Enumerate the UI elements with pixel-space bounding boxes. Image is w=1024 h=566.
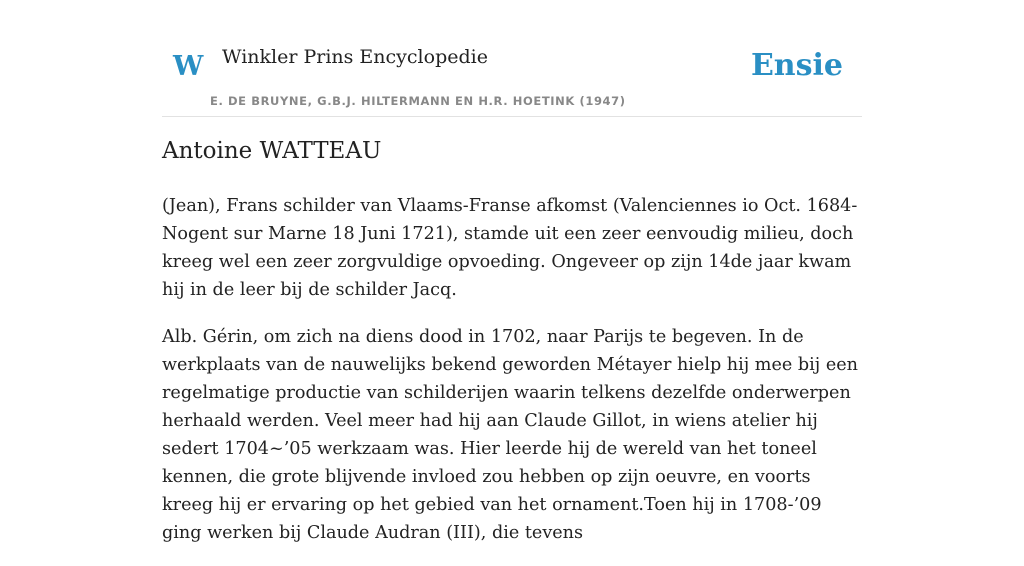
ensie-logo[interactable]: Ensie: [750, 48, 843, 83]
article-paragraph: (Jean), Frans schilder van Vlaams-Franse afkomst (Valenciennes io Oct. 1684-Nogent sur Marne 18 Juni 1721), stamde uit een zeer eenvoudig milieu, doch kreeg wel een zeer zorgvuldige opvoeding. Ongeveer op zijn 14de jaar kwam hij in de leer bij de schilder Jacq.: [162, 196, 858, 300]
article-body: [162, 192, 862, 566]
wp-logo-icon[interactable]: W: [173, 51, 204, 82]
article-title: Antoine WATTEAU: [162, 138, 382, 164]
publication-title[interactable]: Winkler Prins Encyclopedie: [222, 46, 488, 68]
publication-authors: E. DE BRUYNE, G.B.J. HILTERMANN EN H.R. HOETINK (1947): [210, 94, 626, 108]
article-paragraph: Alb. Gérin, om zich na diens dood in 1702, naar Parijs te begeven. In de werkplaats van de nauwelijks bekend geworden Métayer hielp hij mee bij een regelmatige productie van schilderijen waarin telkens dezelfde onderwerpen herhaald werden. Veel meer had hij aan Claude Gillot, in wiens atelier hij sedert 1704~’05 werkzaam was. Hier leerde hij de wereld van het toneel kennen, die grote blijvende invloed zou hebben op zijn oeuvre, en voorts kreeg hij er ervaring op het gebied van het ornament.Toen hij in 1708-’09 ging werken bij Claude Audran (III), die tevens: [162, 327, 858, 543]
site-header: [162, 0, 862, 117]
